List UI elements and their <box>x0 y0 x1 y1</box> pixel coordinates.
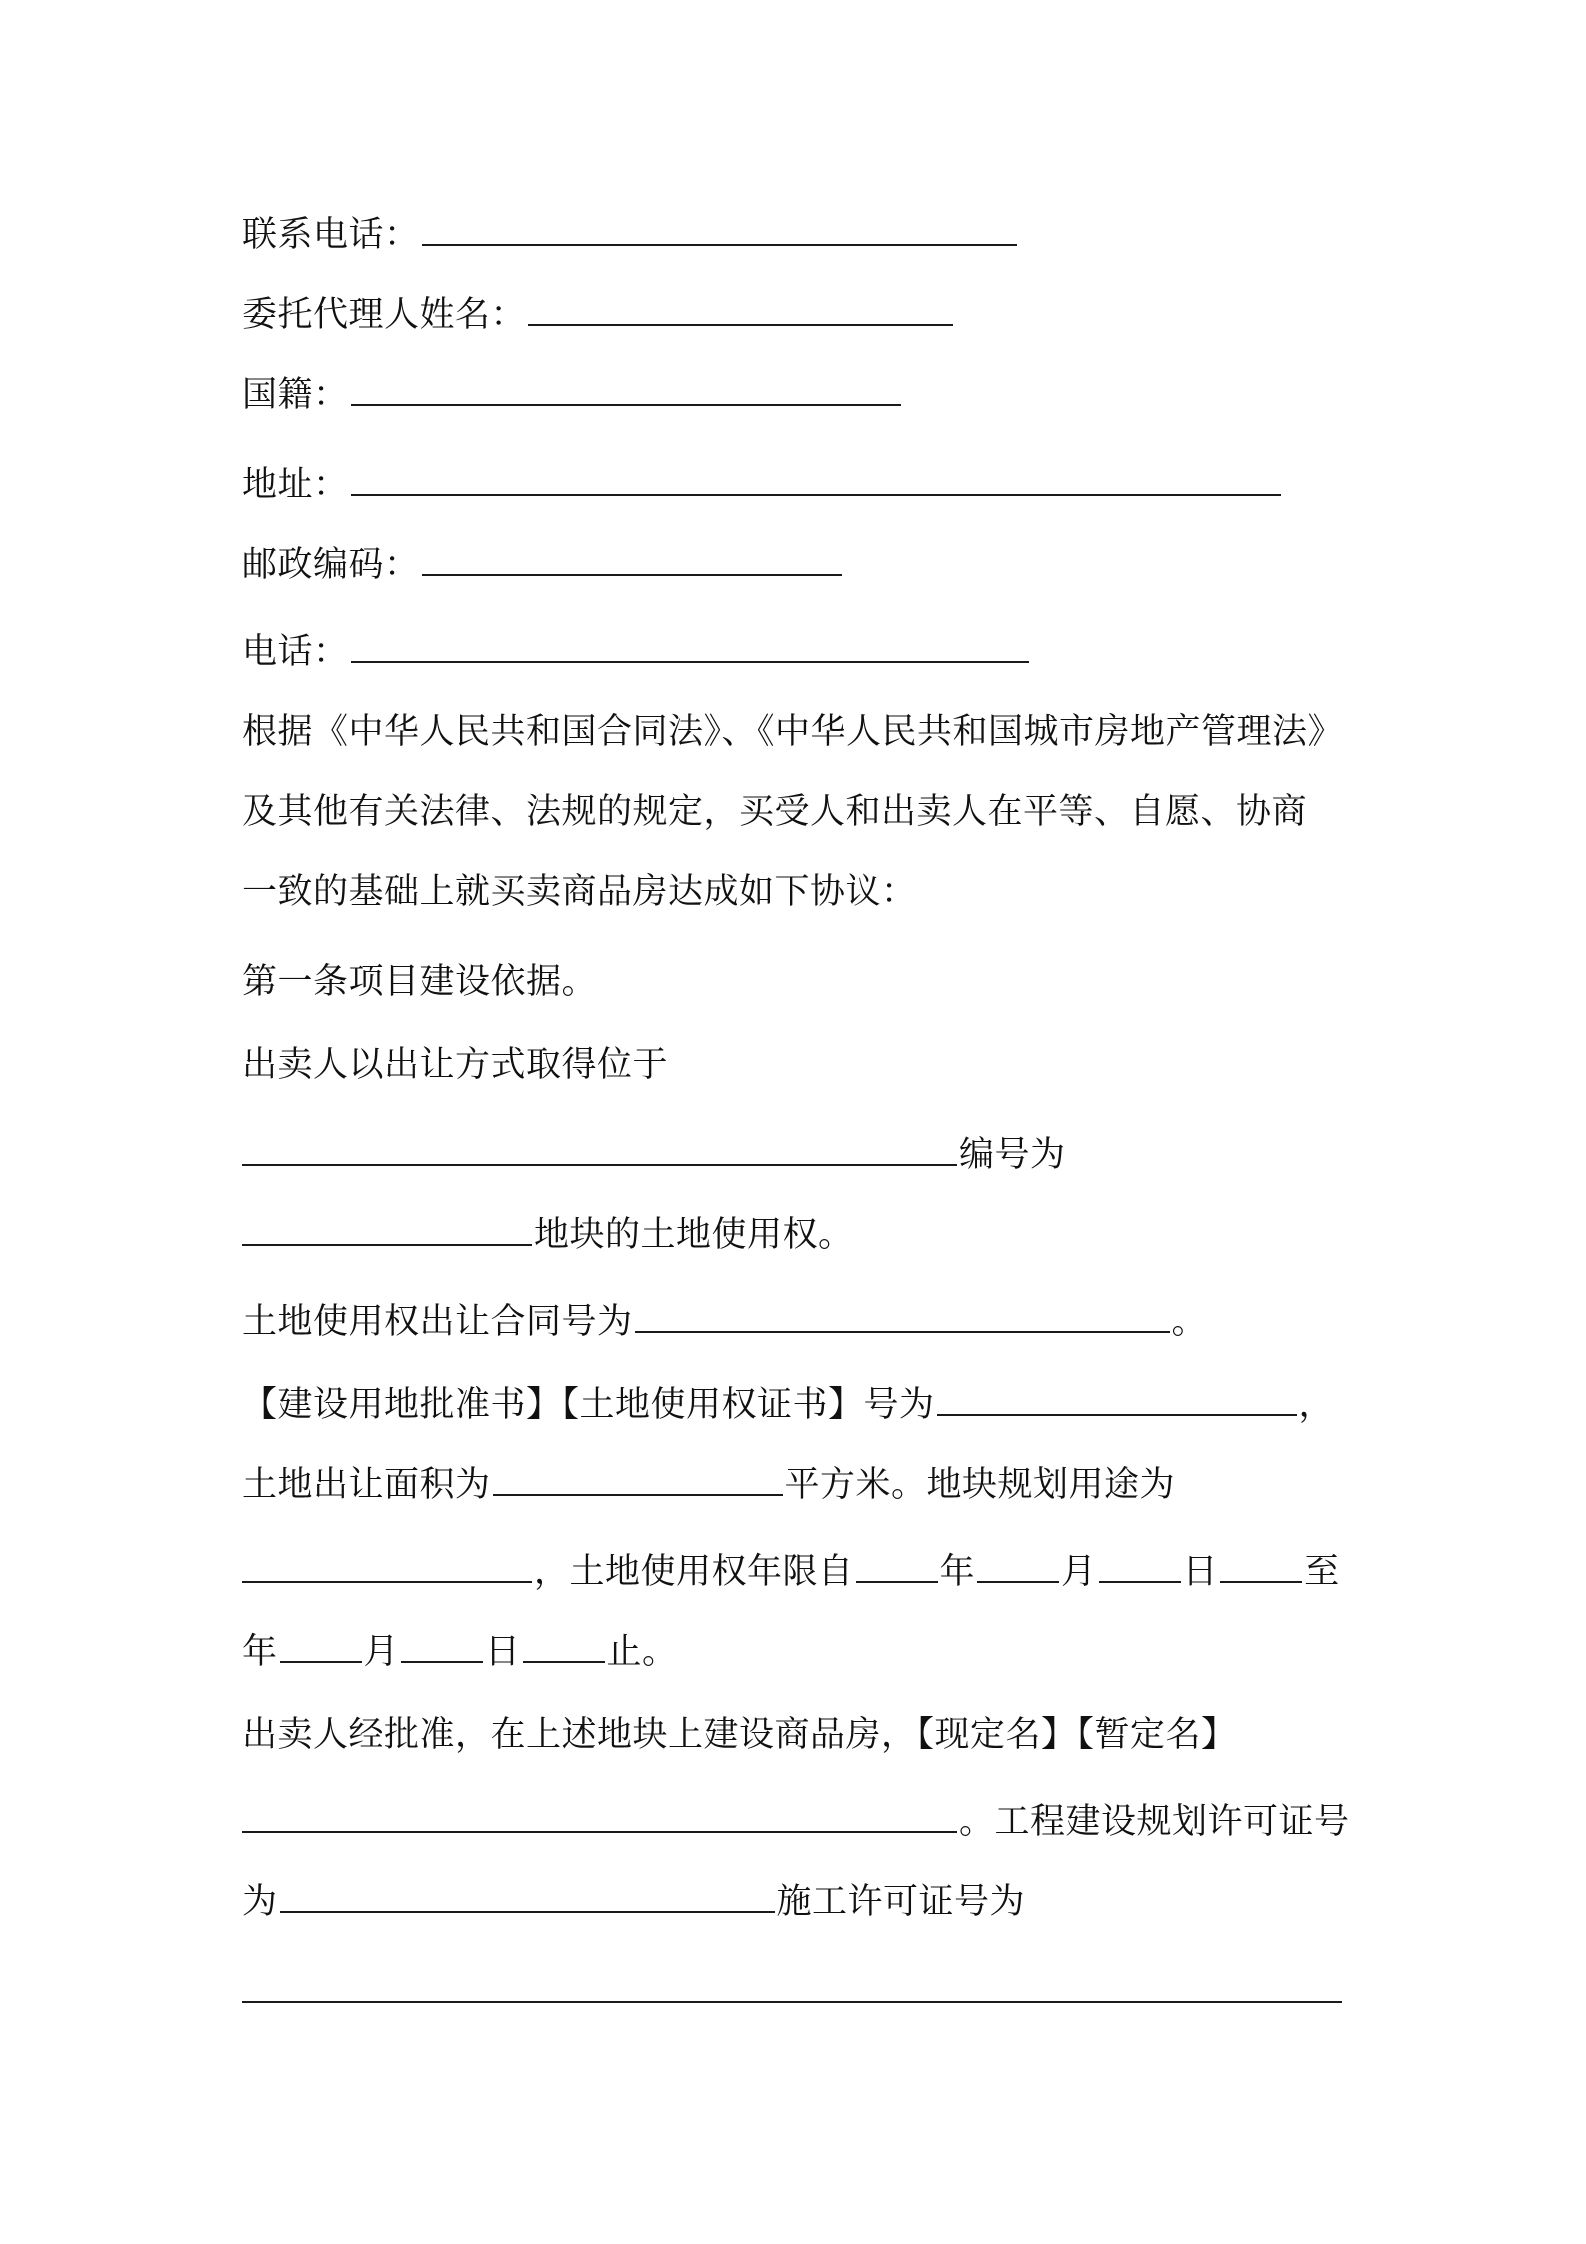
approval-certificate-line <box>242 1375 1334 1435</box>
end-extra-blank[interactable] <box>523 1625 605 1663</box>
paragraph-text: 出卖人以出让方式取得位于 <box>242 1045 669 1085</box>
nationality-line <box>242 365 903 425</box>
postcode-label: 邮政编码： <box>242 545 420 585</box>
land-area-label: 土地出让面积为 <box>242 1465 491 1505</box>
article-heading <box>242 952 597 1012</box>
transfer-contract-line <box>242 1292 1207 1352</box>
end-year-blank[interactable] <box>1220 1545 1302 1583</box>
day-label: 日 <box>1182 1552 1219 1592</box>
paragraph-text: 一致的基础上就买卖商品房达成如下协议： <box>242 872 917 912</box>
land-use-period-end-line <box>242 1622 678 1682</box>
planned-use-blank[interactable] <box>242 1545 532 1583</box>
for-label: 为 <box>242 1882 278 1922</box>
contact-phone-blank[interactable] <box>422 208 1017 246</box>
day-label: 日 <box>485 1632 521 1672</box>
number-label: 编号为 <box>959 1135 1066 1175</box>
end-day-blank[interactable] <box>401 1625 483 1663</box>
postcode-blank[interactable] <box>422 538 842 576</box>
phone-line <box>242 622 1031 682</box>
period-text: 。 <box>1171 1302 1208 1342</box>
land-use-right-text: 地块的土地使用权。 <box>534 1215 854 1255</box>
paragraph-line <box>242 862 917 922</box>
end-label: 止。 <box>606 1632 678 1672</box>
approval-certificate-blank[interactable] <box>937 1378 1297 1416</box>
address-line <box>242 455 1283 515</box>
paragraph-text: 出卖人经批准，在上述地块上建设商品房，【现定名】【暂定名】 <box>242 1715 1237 1755</box>
agent-name-label: 委托代理人姓名： <box>242 295 527 335</box>
land-plot-line <box>242 1205 854 1265</box>
land-area-line <box>242 1455 1175 1515</box>
planning-permit-blank[interactable] <box>280 1875 775 1913</box>
contact-phone-line <box>242 205 1019 265</box>
address-label: 地址： <box>242 465 349 505</box>
location-number-line <box>242 1125 1066 1185</box>
end-month-blank[interactable] <box>280 1625 362 1663</box>
paragraph-text: 根据《中华人民共和国合同法》、《中华人民共和国城市房地产管理法》 <box>242 712 1344 752</box>
year-label: 年 <box>242 1632 278 1672</box>
phone-blank[interactable] <box>351 625 1029 663</box>
phone-label: 电话： <box>242 632 349 672</box>
construction-permit-blank[interactable] <box>242 1965 1342 2003</box>
land-area-unit-text: 平方米。地块规划用途为 <box>784 1465 1176 1505</box>
planning-permit-line <box>242 1792 1350 1852</box>
agent-name-blank[interactable] <box>528 288 953 326</box>
construction-permit-line <box>242 1872 1025 1932</box>
land-area-blank[interactable] <box>493 1458 783 1496</box>
postcode-line <box>242 535 844 595</box>
period-from-label: ，土地使用权年限自 <box>534 1552 854 1592</box>
paragraph-line <box>242 1035 668 1095</box>
land-plot-number-blank[interactable] <box>242 1208 532 1246</box>
article-title: 第一条项目建设依据。 <box>242 962 598 1002</box>
nationality-label: 国籍： <box>242 375 349 415</box>
construction-permit-label: 施工许可证号为 <box>776 1882 1026 1922</box>
location-blank[interactable] <box>242 1128 957 1166</box>
paragraph-line <box>242 782 1307 842</box>
until-label: 至 <box>1304 1552 1340 1592</box>
construction-permit-blank-line <box>242 1962 1344 2022</box>
paragraph-line <box>242 1705 1237 1765</box>
month-label: 月 <box>1061 1552 1097 1592</box>
transfer-contract-blank[interactable] <box>635 1295 1170 1333</box>
comma-text: ， <box>1298 1385 1335 1425</box>
project-name-blank[interactable] <box>242 1795 957 1833</box>
year-label: 年 <box>939 1552 976 1592</box>
agent-name-line <box>242 285 955 345</box>
transfer-contract-label: 土地使用权出让合同号为 <box>242 1302 633 1342</box>
month-label: 月 <box>363 1632 400 1672</box>
paragraph-text: 及其他有关法律、法规的规定，买受人和出卖人在平等、自愿、协商 <box>242 792 1308 832</box>
start-month-blank[interactable] <box>977 1545 1059 1583</box>
address-blank[interactable] <box>351 458 1281 496</box>
planning-permit-label: 。工程建设规划许可证号 <box>959 1802 1350 1842</box>
start-day-blank[interactable] <box>1099 1545 1181 1583</box>
approval-certificate-label: 【建设用地批准书】【土地使用权证书】号为 <box>242 1385 935 1425</box>
paragraph-line <box>242 702 1343 762</box>
nationality-blank[interactable] <box>351 368 901 406</box>
contact-phone-label: 联系电话： <box>242 215 420 255</box>
start-year-blank[interactable] <box>856 1545 938 1583</box>
land-use-period-line <box>242 1542 1340 1602</box>
